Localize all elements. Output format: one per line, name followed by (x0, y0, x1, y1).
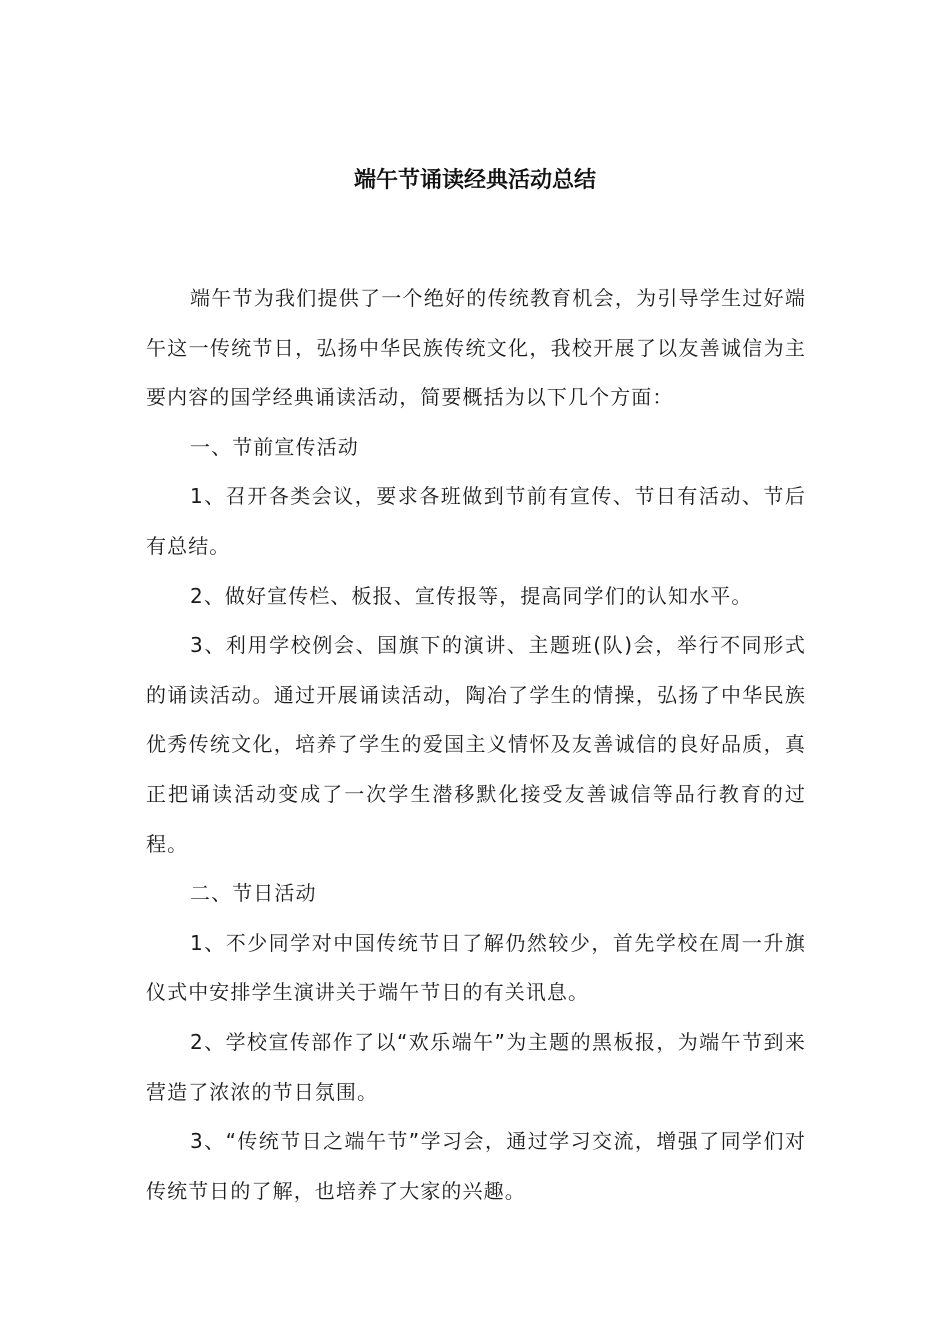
paragraph-item: 1、不少同学对中国传统节日了解仍然较少，首先学校在周一升旗仪式中安排学生演讲关于端午节日的有关讯息。 (146, 930, 806, 1005)
paragraph-item: 2、学校宣传部作了以“欢乐端午”为主题的黑板报，为端午节到来营造了浓浓的节日氛围。 (146, 1029, 806, 1104)
document-title: 端午节诵读经典活动总结 (353, 167, 596, 193)
paragraph-item: 2、做好宣传栏、板报、宣传报等，提高同学们的认知水平。 (190, 583, 753, 608)
section-heading-festival: 二、节日活动 (190, 881, 317, 906)
document-body (146, 274, 806, 1216)
paragraph-item: 1、召开各类会议，要求各班做到节前有宣传、节日有活动、节后有总结。 (146, 484, 806, 558)
section-heading-pre-festival: 一、节前宣传活动 (190, 434, 359, 459)
paragraph-item: 3、“传统节日之端午节”学习会，通过学习交流，增强了同学们对传统节日的了解，也培养了大家的兴趣。 (146, 1129, 806, 1203)
paragraph-intro: 端午节为我们提供了一个绝好的传统教育机会，为引导学生过好端午这一传统节日，弘扬中华民族传统文化，我校开展了以友善诚信为主要内容的国学经典诵读活动，简要概括为以下几个方面： (146, 286, 806, 410)
paragraph-item: 3、利用学校例会、国旗下的演讲、主题班(队)会，举行不同形式的诵读活动。通过开展诵读活动，陶冶了学生的情操，弘扬了中华民族优秀传统文化，培养了学生的爱国主义情怀及友善诚信的良好品质，真正把诵读活动变成了一次学生潜移默化接受友善诚信等品行教育的过程。 (146, 633, 806, 856)
